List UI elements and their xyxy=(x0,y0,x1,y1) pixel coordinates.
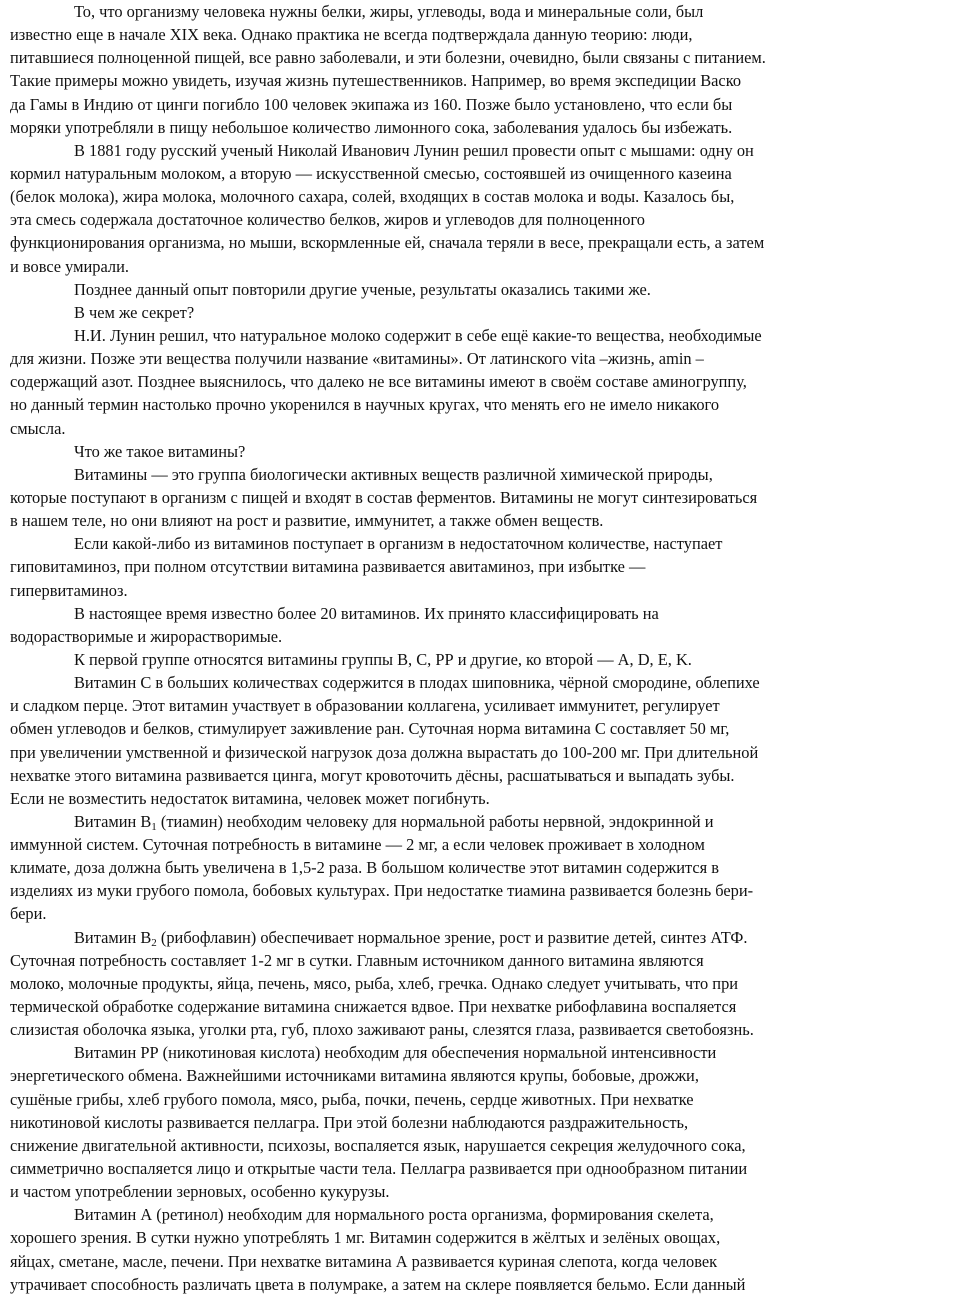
line-text: изделиях из муки грубого помола, бобовых культурах. При недостатке тиамина развивается болезнь бери- xyxy=(10,881,754,901)
text-line xyxy=(10,902,960,925)
line-text: Н.И. Лунин решил, что натуральное молоко содержит в себе ещё какие-то вещества, необходимые xyxy=(74,325,762,345)
text-line xyxy=(10,23,960,46)
text-line xyxy=(10,579,960,602)
text-line xyxy=(10,1018,960,1041)
subscript: 2 xyxy=(151,936,157,949)
text-line xyxy=(10,46,960,69)
line-text: В настоящее время известно более 20 витаминов. Их принято классифицировать на xyxy=(74,603,659,623)
text-line xyxy=(10,1088,960,1111)
text-line xyxy=(10,926,960,949)
text-line xyxy=(10,417,960,440)
line-text: для жизни. Позже эти вещества получили название «витамины». От латинского vita –жизнь, amin – xyxy=(10,349,704,369)
line-text: кормил натуральным молоком, а вторую — искусственной смесью, состоявшей из очищенного казеина xyxy=(10,163,732,183)
text-line xyxy=(10,856,960,879)
line-text-continued: (тиамин) необходим человеку для нормальной работы нервной, эндокринной и xyxy=(156,811,714,831)
line-text: Если какой-либо из витаминов поступает в организм в недостаточном количестве, наступает xyxy=(74,534,723,554)
line-text: То, что организму человека нужны белки, жиры, углеводы, вода и минеральные соли, был xyxy=(74,2,704,21)
line-text: питавшиеся полноценной пищей, все равно заболевали, и эти болезни, очевидно, были связаны с питанием. xyxy=(10,48,766,68)
line-text: Позднее данный опыт повторили другие ученые, результаты оказались такими же. xyxy=(74,279,651,299)
line-text: гипервитаминоз. xyxy=(10,580,128,600)
line-text: иммунной систем. Суточная потребность в витамине — 2 мг, а если человек проживает в холодном xyxy=(10,835,705,855)
text-line xyxy=(10,879,960,902)
line-text: никотиновой кислоты развивается пеллагра. При этой болезни наблюдаются раздражительность, xyxy=(10,1112,689,1132)
text-line xyxy=(10,324,960,347)
line-text: симметрично воспаляется лицо и открытые части тела. Пеллагра развивается при однообразном питании xyxy=(10,1159,748,1179)
line-text: Витамин А (ретинол) необходим для нормального роста организма, формирования скелета, xyxy=(74,1205,714,1225)
line-text: Суточная потребность составляет 1-2 мг в сутки. Главным источником данного витамина являются xyxy=(10,950,704,970)
text-line xyxy=(10,764,960,787)
text-line xyxy=(10,1111,960,1134)
text-line xyxy=(10,1157,960,1180)
line-text: содержащий азот. Позднее выяснилось, что далеко не все витамины имеют в своём составе аминогруппу, xyxy=(10,372,747,392)
text-line xyxy=(10,486,960,509)
text-line xyxy=(10,347,960,370)
text-line xyxy=(10,833,960,856)
text-line xyxy=(10,741,960,764)
text-line xyxy=(10,255,960,278)
text-line xyxy=(10,1203,960,1226)
line-text: климате, доза должна быть увеличена в 1,5-2 раза. В большом количестве этот витамин содержится в xyxy=(10,858,720,878)
text-line xyxy=(10,208,960,231)
text-line xyxy=(10,1273,960,1296)
text-line xyxy=(10,463,960,486)
line-text: моряки употребляли в пищу небольшое количество лимонного сока, заболевания удалось бы избежать. xyxy=(10,117,733,137)
line-text: К первой группе относятся витамины группы В, С, РР и другие, ко второй — А, D, E, K. xyxy=(74,649,692,669)
line-text: Витамин В xyxy=(74,927,152,947)
text-line xyxy=(10,995,960,1018)
text-line xyxy=(10,231,960,254)
text-line xyxy=(10,0,960,23)
text-line xyxy=(10,1250,960,1273)
line-text: яйцах, сметане, масле, печени. При нехватке витамина А развивается куриная слепота, когда человек xyxy=(10,1251,718,1271)
line-text: смысла. xyxy=(10,418,66,438)
line-text: Если не возместить недостаток витамина, человек может погибнуть. xyxy=(10,788,490,808)
line-text: и частом употреблении зерновых, особенно кукурузы. xyxy=(10,1182,390,1202)
text-line xyxy=(10,671,960,694)
text-line xyxy=(10,139,960,162)
text-line xyxy=(10,1134,960,1157)
line-text: Что же такое витамины? xyxy=(74,441,246,461)
text-line xyxy=(10,509,960,532)
line-text: водорастворимые и жирорастворимые. xyxy=(10,626,283,646)
line-text: энергетического обмена. Важнейшими источниками витамина являются крупы, бобовые, дрожжи, xyxy=(10,1066,699,1086)
line-text: нехватке этого витамина развивается цинга, могут кровоточить дёсны, расшатываться и выпадать зубы. xyxy=(10,765,735,785)
text-line xyxy=(10,1226,960,1249)
text-line xyxy=(10,301,960,324)
line-text: гиповитаминоз, при полном отсутствии витамина развивается авитаминоз, при избытке — xyxy=(10,557,646,577)
line-text: Витамины — это группа биологически активных веществ различной химической природы, xyxy=(74,464,713,484)
line-text: функционирования организма, но мыши, вскормленные ей, сначала теряли в весе, прекращали есть, а затем xyxy=(10,233,765,253)
line-text: известно еще в начале XIX века. Однако практика не всегда подтверждала данную теорию: люди, xyxy=(10,25,693,45)
line-text: и сладком перце. Этот витамин участвует в образовании коллагена, усиливает иммунитет, регулирует xyxy=(10,696,720,716)
text-line xyxy=(10,810,960,833)
line-text: сушёные грибы, хлеб грубого помола, мясо, рыба, почки, печень, сердце животных. При нехватке xyxy=(10,1089,694,1109)
line-text: бери. xyxy=(10,904,47,924)
line-text: Витамин С в больших количествах содержится в плодах шиповника, чёрной смородине, облепихе xyxy=(74,673,760,693)
line-text: В чем же секрет? xyxy=(74,302,195,322)
text-line xyxy=(10,278,960,301)
text-line xyxy=(10,625,960,648)
text-line xyxy=(10,532,960,555)
text-line xyxy=(10,648,960,671)
line-text: Витамин РР (никотиновая кислота) необходим для обеспечения нормальной интенсивности xyxy=(74,1043,717,1063)
line-text: (белок молока), жира молока, молочного сахара, солей, входящих в состав молока и воды. Казалось бы, xyxy=(10,187,735,207)
document-text xyxy=(10,0,960,1296)
line-text: Витамин В xyxy=(74,811,152,831)
text-line xyxy=(10,440,960,463)
text-line xyxy=(10,717,960,740)
line-text: эта смесь содержала достаточное количество белков, жиров и углеводов для полноценного xyxy=(10,210,645,230)
line-text: но данный термин настолько прочно укоренился в научных кругах, что менять его не имело никакого xyxy=(10,395,720,415)
line-text-continued: (рибофлавин) обеспечивает нормальное зрение, рост и развитие детей, синтез АТФ. xyxy=(156,927,748,947)
text-line xyxy=(10,972,960,995)
line-text: да Гамы в Индию от цинги погибло 100 человек экипажа из 160. Позже было установлено, что если бы xyxy=(10,94,733,114)
line-text: В 1881 году русский ученый Николай Иванович Лунин решил провести опыт с мышами: одну он xyxy=(74,140,754,160)
line-text: обмен углеводов и белков, стимулирует заживление ран. Суточная норма витамина С составляет 50 мг, xyxy=(10,719,730,739)
line-text: термической обработке содержание витамина снижается вдвое. При нехватке рибофлавина воспаляется xyxy=(10,997,737,1017)
text-line xyxy=(10,69,960,92)
text-line xyxy=(10,602,960,625)
line-text: утрачивает способность различать цвета в полумраке, а затем на склере появляется бельмо. Если данный xyxy=(10,1274,746,1294)
text-line xyxy=(10,93,960,116)
line-text: при увеличении умственной и физической нагрузок доза должна вырастать до 100-200 мг. При длительной xyxy=(10,742,759,762)
text-line xyxy=(10,1180,960,1203)
text-line xyxy=(10,694,960,717)
text-line xyxy=(10,787,960,810)
line-text: снижение двигательной активности, психозы, воспаляется язык, нарушается секреция желудочного сока, xyxy=(10,1135,746,1155)
line-text: в нашем теле, но они влияют на рост и развитие, иммунитет, а также обмен веществ. xyxy=(10,511,604,531)
text-line xyxy=(10,393,960,416)
text-line xyxy=(10,162,960,185)
text-line xyxy=(10,116,960,139)
text-line xyxy=(10,555,960,578)
text-line xyxy=(10,1041,960,1064)
text-line xyxy=(10,949,960,972)
text-line xyxy=(10,1064,960,1087)
line-text: слизистая оболочка языка, уголки рта, губ, плохо заживают раны, слезятся глаза, развивается светобоязнь. xyxy=(10,1020,754,1040)
line-text: и вовсе умирали. xyxy=(10,256,129,276)
text-line xyxy=(10,185,960,208)
line-text: молоко, молочные продукты, яйца, печень, мясо, рыба, хлеб, гречка. Однако следует учитывать, что при xyxy=(10,973,739,993)
text-line xyxy=(10,370,960,393)
line-text: которые поступают в организм с пищей и входят в состав ферментов. Витамины не могут синтезироваться xyxy=(10,487,758,507)
subscript: 1 xyxy=(151,820,157,833)
line-text: Такие примеры можно увидеть, изучая жизнь путешественников. Например, во время экспедиции Васко xyxy=(10,71,742,91)
line-text: хорошего зрения. В сутки нужно употреблять 1 мг. Витамин содержится в жёлтых и зелёных овощах, xyxy=(10,1228,721,1248)
